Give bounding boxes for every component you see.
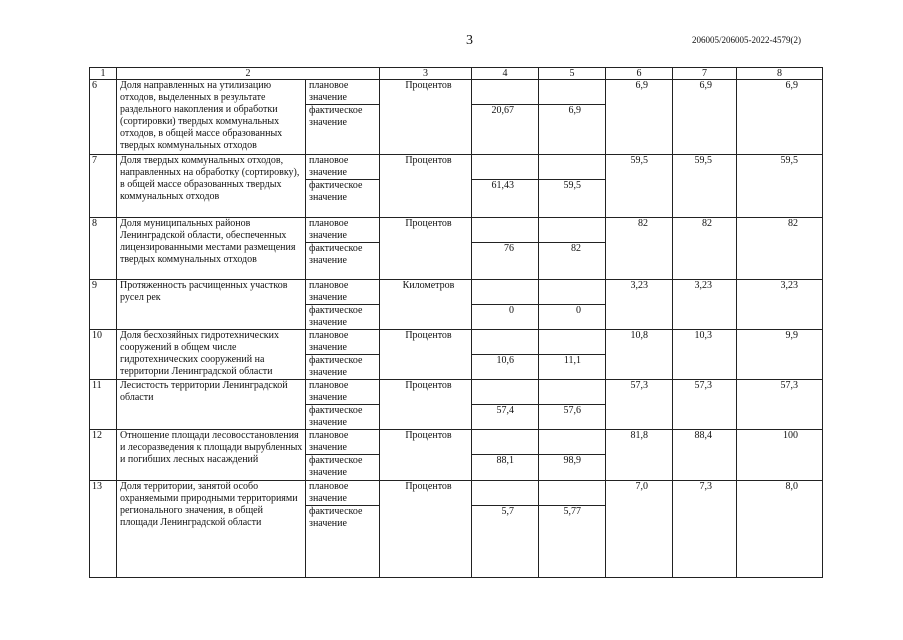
header-cell: 1: [90, 68, 117, 80]
header-cell: 6: [606, 68, 673, 80]
value-col6: 59,5: [606, 155, 673, 218]
value-col5: 11,1: [539, 355, 606, 380]
indicator-name: Доля твердых коммунальных отходов, направленных на обработку (сортировку), в общей массе образованных твердых коммунальных отходов: [117, 155, 306, 218]
plan-label: плановое значение: [306, 218, 380, 243]
document-code: 206005/206005-2022-4579(2): [692, 35, 801, 45]
row-number: 9: [90, 280, 117, 330]
table-row-plan: [90, 430, 823, 455]
value-col7: 59,5: [673, 155, 737, 218]
unit-cell: Процентов: [380, 155, 472, 218]
plan-label: плановое значение: [306, 280, 380, 305]
indicator-name: Доля бесхозяйных гидротехнических сооружений в общем числе гидротехнических сооружений на территории Ленинградской области: [117, 330, 306, 380]
value-col6: 57,3: [606, 380, 673, 430]
empty-cell: [472, 155, 539, 180]
empty-cell: [472, 80, 539, 105]
empty-cell: [472, 218, 539, 243]
value-col5: 98,9: [539, 455, 606, 481]
empty-cell: [539, 430, 606, 455]
fact-label: фактическое значение: [306, 243, 380, 280]
fact-label: фактическое значение: [306, 455, 380, 481]
value-col6: 82: [606, 218, 673, 280]
value-col8: 3,23: [737, 280, 823, 330]
row-number: 13: [90, 481, 117, 578]
unit-cell: Процентов: [380, 330, 472, 380]
row-number: 8: [90, 218, 117, 280]
table-row-plan: [90, 155, 823, 180]
plan-label: плановое значение: [306, 80, 380, 105]
unit-cell: Километров: [380, 280, 472, 330]
page-number: 3: [466, 33, 473, 48]
table-row-plan: [90, 280, 823, 305]
header-cell: 2: [117, 68, 380, 80]
table-row-plan: [90, 380, 823, 405]
value-col7: 88,4: [673, 430, 737, 481]
value-col6: 81,8: [606, 430, 673, 481]
value-col4: 61,43: [472, 180, 539, 218]
value-col7: 82: [673, 218, 737, 280]
empty-cell: [472, 280, 539, 305]
plan-label: плановое значение: [306, 155, 380, 180]
value-col6: 6,9: [606, 80, 673, 155]
empty-cell: [472, 330, 539, 355]
header-row: [90, 68, 823, 80]
fact-label: фактическое значение: [306, 180, 380, 218]
value-col4: 0: [472, 305, 539, 330]
value-col4: 76: [472, 243, 539, 280]
value-col4: 88,1: [472, 455, 539, 481]
empty-cell: [539, 330, 606, 355]
value-col7: 3,23: [673, 280, 737, 330]
value-col5: 6,9: [539, 105, 606, 155]
plan-label: плановое значение: [306, 330, 380, 355]
fact-label: фактическое значение: [306, 305, 380, 330]
table-row-plan: [90, 218, 823, 243]
fact-label: фактическое значение: [306, 355, 380, 380]
empty-cell: [539, 218, 606, 243]
value-col5: 0: [539, 305, 606, 330]
value-col4: 5,7: [472, 506, 539, 578]
empty-cell: [472, 481, 539, 506]
value-col6: 3,23: [606, 280, 673, 330]
value-col4: 20,67: [472, 105, 539, 155]
value-col7: 7,3: [673, 481, 737, 578]
row-number: 11: [90, 380, 117, 430]
value-col7: 6,9: [673, 80, 737, 155]
empty-cell: [539, 280, 606, 305]
value-col8: 9,9: [737, 330, 823, 380]
unit-cell: Процентов: [380, 380, 472, 430]
empty-cell: [472, 380, 539, 405]
empty-cell: [539, 80, 606, 105]
unit-cell: Процентов: [380, 80, 472, 155]
unit-cell: Процентов: [380, 218, 472, 280]
row-number: 10: [90, 330, 117, 380]
indicator-name: Отношение площади лесовосстановления и лесоразведения к площади вырубленных и погибших лесных насаждений: [117, 430, 306, 481]
value-col5: 59,5: [539, 180, 606, 218]
indicator-name: Доля направленных на утилизацию отходов, выделенных в результате раздельного накопления и обработки (сортировки) твердых коммунальных отходов, в общей массе образованных твердых коммунальных отходов: [117, 80, 306, 155]
fact-label: фактическое значение: [306, 506, 380, 578]
empty-cell: [539, 481, 606, 506]
header-cell: 4: [472, 68, 539, 80]
value-col6: 10,8: [606, 330, 673, 380]
indicator-name: Лесистость территории Ленинградской области: [117, 380, 306, 430]
indicator-name: Протяженность расчищенных участков русел рек: [117, 280, 306, 330]
header-cell: 3: [380, 68, 472, 80]
empty-cell: [539, 155, 606, 180]
value-col8: 82: [737, 218, 823, 280]
row-number: 12: [90, 430, 117, 481]
unit-cell: Процентов: [380, 430, 472, 481]
table-row-plan: [90, 80, 823, 105]
value-col8: 6,9: [737, 80, 823, 155]
value-col7: 57,3: [673, 380, 737, 430]
row-number: 6: [90, 80, 117, 155]
value-col6: 7,0: [606, 481, 673, 578]
plan-label: плановое значение: [306, 380, 380, 405]
value-col5: 57,6: [539, 405, 606, 430]
fact-label: фактическое значение: [306, 105, 380, 155]
fact-label: фактическое значение: [306, 405, 380, 430]
unit-cell: Процентов: [380, 481, 472, 578]
indicator-name: Доля муниципальных районов Ленинградской области, обеспеченных лицензированными местами размещения твердых коммунальных отходов: [117, 218, 306, 280]
indicator-name: Доля территории, занятой особо охраняемыми природными территориями регионального значения, в общей площади Ленинградской области: [117, 481, 306, 578]
plan-label: плановое значение: [306, 430, 380, 455]
value-col5: 5,77: [539, 506, 606, 578]
value-col7: 10,3: [673, 330, 737, 380]
table-row-plan: [90, 330, 823, 355]
value-col8: 100: [737, 430, 823, 481]
value-col8: 57,3: [737, 380, 823, 430]
header-cell: 7: [673, 68, 737, 80]
empty-cell: [539, 380, 606, 405]
table-row-plan: [90, 481, 823, 506]
value-col8: 8,0: [737, 481, 823, 578]
indicators-table: [89, 67, 823, 578]
header-cell: 5: [539, 68, 606, 80]
empty-cell: [472, 430, 539, 455]
header-cell: 8: [737, 68, 823, 80]
value-col5: 82: [539, 243, 606, 280]
value-col4: 10,6: [472, 355, 539, 380]
value-col8: 59,5: [737, 155, 823, 218]
row-number: 7: [90, 155, 117, 218]
value-col4: 57,4: [472, 405, 539, 430]
plan-label: плановое значение: [306, 481, 380, 506]
